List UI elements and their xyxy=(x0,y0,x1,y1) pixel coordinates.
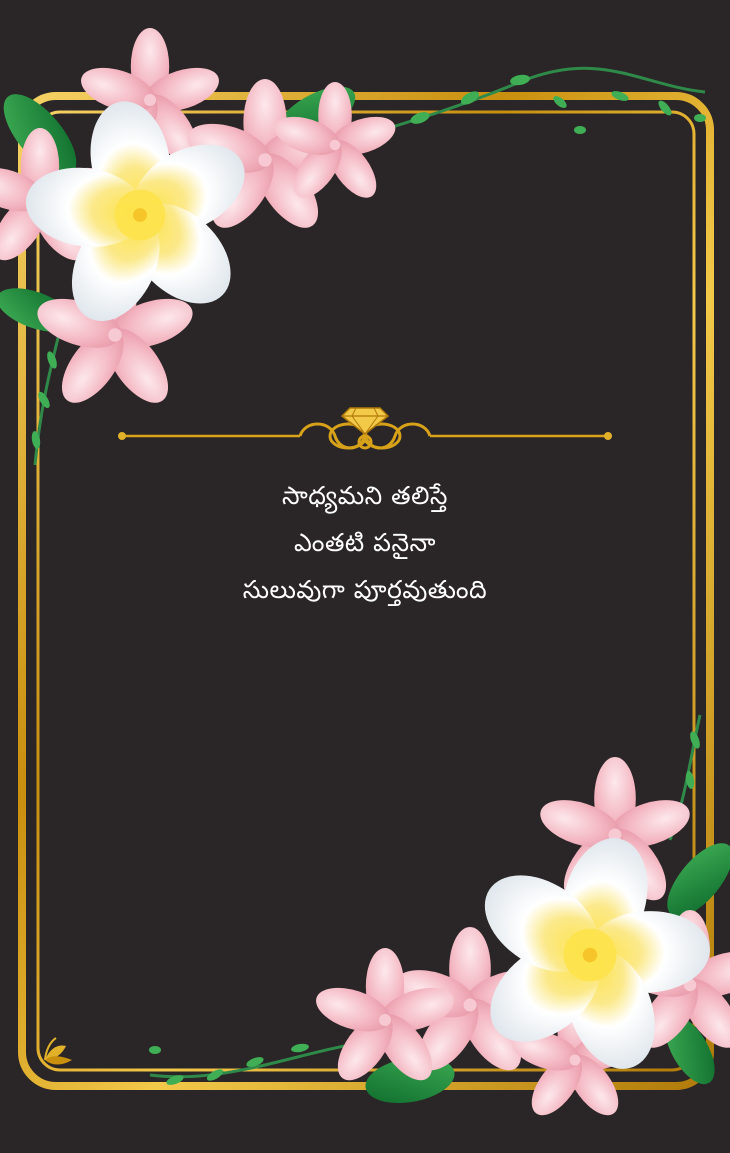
quote-line-2: ఎంతటి పనైనా xyxy=(294,528,436,557)
quote-line-1: సాధ్యమని తలిస్తే xyxy=(282,481,448,510)
telugu-quote xyxy=(0,472,730,613)
quote-line-3: సులువుగా పూర్తవుతుంది xyxy=(242,575,488,604)
